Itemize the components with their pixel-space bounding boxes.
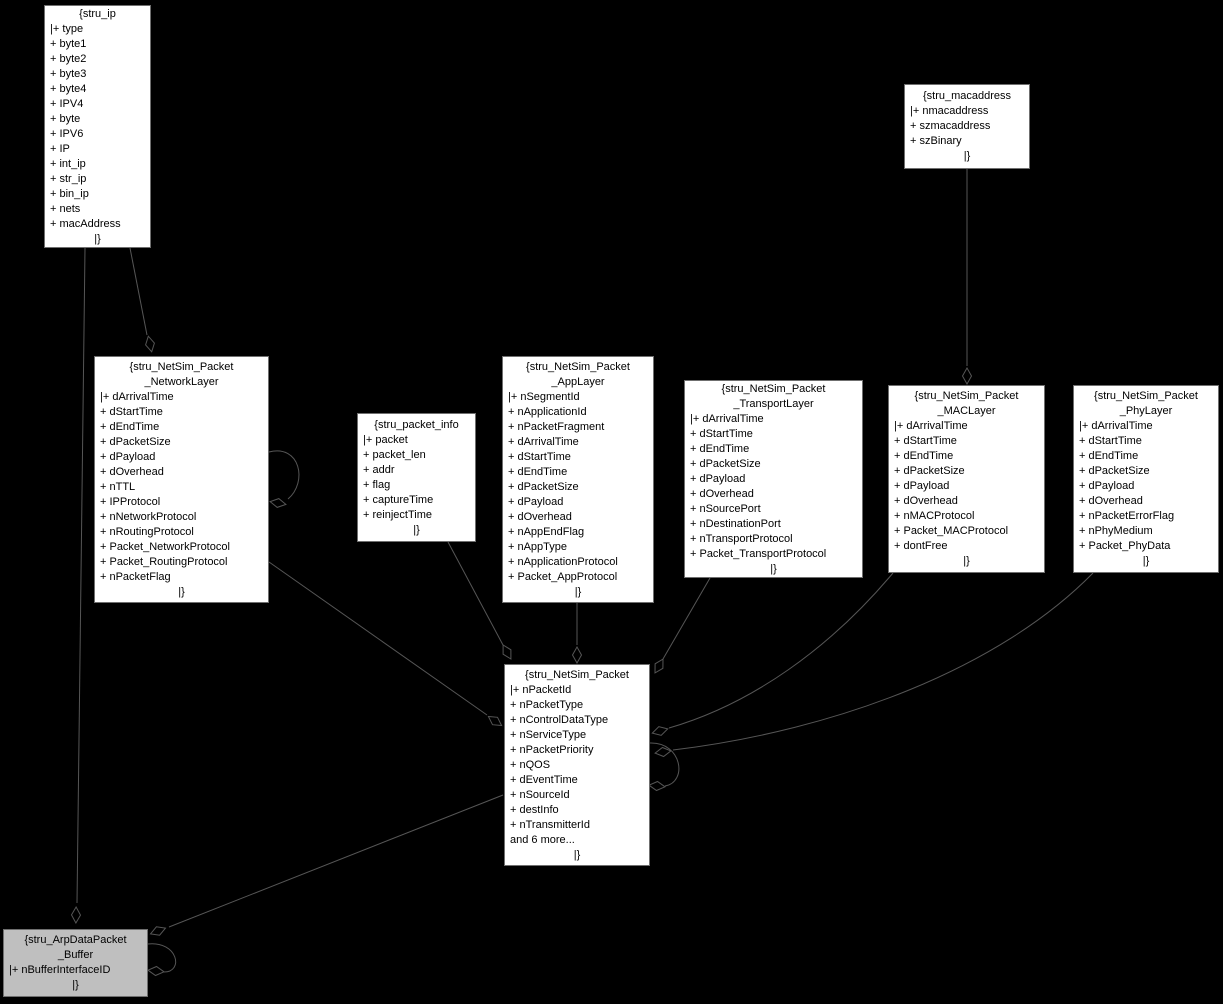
member-row: + nControlDataType bbox=[510, 713, 609, 726]
member-row: + nTTL bbox=[100, 480, 136, 493]
member-row: + byte1 bbox=[50, 37, 87, 50]
member-row: + nApplicationProtocol bbox=[508, 555, 618, 568]
member-row: + dEndTime bbox=[894, 450, 954, 462]
member-row: |+ dArrivalTime bbox=[100, 390, 174, 403]
member-row: + nPacketErrorFlag bbox=[1079, 510, 1175, 522]
edge-stru-netsim-packet-phylayer-to-stru-netsim-packet bbox=[673, 573, 1093, 750]
member-row: + reinjectTime bbox=[363, 508, 432, 521]
class-node-stru-netsim-packet-networklayer[interactable] bbox=[94, 356, 269, 603]
node-title-line: {stru_NetSim_Packet bbox=[526, 360, 630, 373]
member-row: + nSourceId bbox=[510, 788, 570, 801]
edge-stru-ip-to-stru-netsim-packet-networklayer-aggregation-diamond bbox=[146, 336, 155, 352]
member-row: + dStartTime bbox=[894, 435, 957, 447]
member-row: + nNetworkProtocol bbox=[100, 510, 197, 523]
member-row: |+ nBufferInterfaceID bbox=[9, 964, 111, 976]
member-row: + nPacketType bbox=[510, 698, 584, 711]
node-title-line: _NetworkLayer bbox=[144, 375, 219, 388]
member-row: |+ nSegmentId bbox=[508, 390, 580, 403]
member-row: + nQOS bbox=[510, 758, 551, 771]
edge-stru-netsim-packet-networklayer-to-stru-netsim-packet bbox=[269, 562, 487, 715]
member-row: + nSourcePort bbox=[690, 502, 761, 515]
class-node-stru-netsim-packet-applayer[interactable] bbox=[502, 356, 654, 603]
member-row: + packet_len bbox=[363, 448, 426, 461]
node-closing-brace: |} bbox=[573, 848, 581, 861]
member-row: + dPayload bbox=[894, 480, 950, 492]
member-row: + nRoutingProtocol bbox=[100, 525, 194, 538]
edge-stru-netsim-packet-networklayer-to-stru-netsim-packet-aggregation-diamond bbox=[488, 717, 501, 726]
member-row: + Packet_NetworkProtocol bbox=[100, 540, 230, 553]
member-row: + byte2 bbox=[50, 52, 87, 65]
member-row: + nPacketFragment bbox=[508, 420, 605, 433]
member-row: + nApplicationId bbox=[508, 405, 587, 418]
member-row: + dOverhead bbox=[894, 495, 958, 507]
member-row: + dEventTime bbox=[510, 773, 578, 786]
member-row: + str_ip bbox=[50, 172, 87, 185]
member-row: + dOverhead bbox=[1079, 495, 1143, 507]
member-row: + dEndTime bbox=[100, 420, 160, 433]
edge-stru-netsim-packet-maclayer-to-stru-netsim-packet-aggregation-diamond bbox=[652, 727, 667, 736]
member-row: + nTransportProtocol bbox=[690, 532, 793, 545]
member-row: |+ nPacketId bbox=[510, 683, 572, 696]
node-title-line: {stru_packet_info bbox=[374, 418, 459, 431]
node-closing-brace: |} bbox=[94, 232, 101, 245]
node-closing-brace: |} bbox=[770, 562, 777, 575]
member-row: + IPV6 bbox=[50, 127, 84, 140]
member-row: + nAppEndFlag bbox=[508, 525, 585, 538]
member-row: + dOverhead bbox=[100, 465, 164, 478]
member-row: + byte3 bbox=[50, 67, 87, 80]
member-row: + dPayload bbox=[690, 472, 746, 485]
node-title-line: {stru_NetSim_Packet bbox=[721, 382, 826, 395]
member-row: + Packet_PhyData bbox=[1079, 540, 1171, 552]
member-row: + nAppType bbox=[508, 540, 568, 553]
member-row: + flag bbox=[363, 478, 391, 491]
member-row: + dPayload bbox=[508, 495, 564, 508]
node-title-line: {stru_ArpDataPacket bbox=[24, 934, 127, 946]
member-row: + dPacketSize bbox=[1079, 465, 1150, 477]
edge-stru-netsim-packet-to-stru-arpdatapacket-buffer-aggregation-diamond bbox=[151, 927, 166, 935]
member-row: |+ nmacaddress bbox=[910, 105, 989, 117]
member-row: and 6 more... bbox=[510, 833, 575, 846]
member-row: + dPayload bbox=[100, 450, 156, 463]
member-row: + dEndTime bbox=[690, 442, 750, 455]
node-closing-brace: |} bbox=[413, 523, 420, 536]
class-node-stru-netsim-packet-phylayer[interactable] bbox=[1073, 385, 1219, 573]
member-row: |+ dArrivalTime bbox=[690, 412, 764, 425]
member-row: + addr bbox=[363, 463, 395, 476]
member-row: + dStartTime bbox=[1079, 435, 1142, 447]
member-row: + dPacketSize bbox=[894, 465, 965, 477]
member-row: |+ dArrivalTime bbox=[1079, 420, 1153, 432]
member-row: + nMACProtocol bbox=[894, 510, 975, 522]
member-row: + dOverhead bbox=[508, 510, 572, 523]
edge-stru-netsim-packet-maclayer-to-stru-netsim-packet bbox=[669, 573, 893, 728]
member-row: + Packet_AppProtocol bbox=[508, 570, 618, 583]
member-row: + nDestinationPort bbox=[690, 517, 781, 530]
edge-stru-netsim-packet-networklayer-to-stru-netsim-packet-networklayer bbox=[269, 451, 299, 499]
class-node-stru-netsim-packet[interactable] bbox=[504, 664, 650, 866]
member-row: + byte4 bbox=[50, 82, 87, 95]
member-row: + dEndTime bbox=[508, 465, 568, 478]
member-row: + dArrivalTime bbox=[508, 435, 579, 448]
member-row: + dStartTime bbox=[100, 405, 163, 418]
edge-stru-packet-info-to-stru-netsim-packet-aggregation-diamond bbox=[503, 645, 511, 659]
edge-stru-netsim-packet-applayer-to-stru-netsim-packet-aggregation-diamond bbox=[573, 647, 582, 663]
edge-stru-ip-to-stru-arpdatapacket-buffer bbox=[77, 248, 85, 903]
node-title-line: {stru_macaddress bbox=[922, 90, 1012, 102]
member-row: + nTransmitterId bbox=[510, 818, 590, 831]
member-row: + dOverhead bbox=[690, 487, 754, 500]
member-row: + Packet_RoutingProtocol bbox=[100, 555, 228, 568]
member-row: + IPProtocol bbox=[100, 495, 161, 508]
edge-stru-netsim-packet-to-stru-netsim-packet-aggregation-diamond bbox=[649, 782, 665, 791]
node-closing-brace: |} bbox=[72, 979, 79, 991]
class-node-stru-arpdatapacket-buffer[interactable] bbox=[3, 929, 148, 997]
edge-stru-arpdatapacket-buffer-to-stru-arpdatapacket-buffer bbox=[148, 944, 176, 972]
node-closing-brace: |} bbox=[574, 585, 582, 598]
node-title-line: {stru_NetSim_Packet bbox=[914, 390, 1019, 402]
member-row: + IPV4 bbox=[50, 97, 84, 110]
member-row: + szBinary bbox=[910, 135, 962, 147]
member-row: + szmacaddress bbox=[910, 120, 991, 132]
node-title-line: {stru_NetSim_Packet bbox=[1094, 390, 1198, 402]
member-row: + dStartTime bbox=[508, 450, 571, 463]
node-closing-brace: |} bbox=[963, 555, 970, 567]
edge-stru-netsim-packet-transportlayer-to-stru-netsim-packet-aggregation-diamond bbox=[655, 659, 663, 673]
node-title-line: _Buffer bbox=[57, 949, 94, 961]
member-row: + dPacketSize bbox=[508, 480, 579, 493]
member-row: + nPacketFlag bbox=[100, 570, 171, 583]
member-row: |+ packet bbox=[363, 433, 408, 446]
node-title-line: {stru_NetSim_Packet bbox=[129, 360, 234, 373]
node-title-line: _MACLayer bbox=[937, 405, 996, 417]
node-closing-brace: |} bbox=[178, 585, 185, 598]
edge-stru-netsim-packet-transportlayer-to-stru-netsim-packet bbox=[663, 578, 710, 659]
edge-stru-ip-to-stru-netsim-packet-networklayer bbox=[130, 248, 147, 335]
member-row: + byte bbox=[50, 112, 81, 125]
member-row: + dStartTime bbox=[690, 427, 753, 440]
member-row: + dPacketSize bbox=[690, 457, 761, 470]
node-title-line: _AppLayer bbox=[551, 375, 605, 388]
member-row: + dontFree bbox=[894, 540, 948, 552]
member-row: + dPayload bbox=[1079, 480, 1135, 492]
class-node-stru-packet-info[interactable] bbox=[357, 413, 476, 542]
member-row: + nPhyMedium bbox=[1079, 525, 1153, 537]
member-row: + dEndTime bbox=[1079, 450, 1139, 462]
class-node-stru-ip[interactable] bbox=[44, 5, 151, 248]
member-row: + Packet_TransportProtocol bbox=[690, 547, 827, 560]
member-row: + dPacketSize bbox=[100, 435, 171, 448]
edge-stru-netsim-packet-to-stru-arpdatapacket-buffer bbox=[169, 795, 503, 927]
edge-stru-macaddress-to-stru-netsim-packet-maclayer-aggregation-diamond bbox=[963, 368, 972, 384]
class-node-stru-netsim-packet-transportlayer[interactable] bbox=[684, 380, 863, 578]
member-row: + nServiceType bbox=[510, 728, 587, 741]
node-closing-brace: |} bbox=[963, 150, 971, 162]
node-title-line: _PhyLayer bbox=[1119, 405, 1173, 417]
edge-stru-ip-to-stru-arpdatapacket-buffer-aggregation-diamond bbox=[72, 907, 81, 923]
class-node-stru-netsim-packet-maclayer[interactable] bbox=[888, 385, 1045, 573]
node-title-line: {stru_NetSim_Packet bbox=[525, 668, 629, 681]
member-row: + Packet_MACProtocol bbox=[894, 525, 1009, 537]
node-closing-brace: |} bbox=[1142, 555, 1150, 567]
member-row: + macAddress bbox=[50, 217, 121, 230]
edge-stru-arpdatapacket-buffer-to-stru-arpdatapacket-buffer-aggregation-diamond bbox=[148, 967, 164, 976]
member-row: + nets bbox=[50, 202, 81, 215]
member-row: + destInfo bbox=[510, 803, 559, 816]
member-row: |+ dArrivalTime bbox=[894, 420, 968, 432]
member-row: + captureTime bbox=[363, 493, 434, 506]
member-row: |+ type bbox=[50, 22, 84, 35]
member-row: + IP bbox=[50, 142, 70, 155]
member-row: + bin_ip bbox=[50, 187, 89, 200]
member-row: + nPacketPriority bbox=[510, 743, 594, 756]
node-title-line: _TransportLayer bbox=[733, 397, 814, 410]
node-title-line: {stru_ip bbox=[79, 7, 116, 20]
edge-stru-netsim-packet-networklayer-to-stru-netsim-packet-networklayer-aggregation-diamond bbox=[270, 499, 286, 508]
edge-stru-packet-info-to-stru-netsim-packet bbox=[448, 542, 503, 645]
class-node-stru-macaddress[interactable] bbox=[904, 84, 1030, 169]
member-row: + int_ip bbox=[50, 157, 86, 170]
